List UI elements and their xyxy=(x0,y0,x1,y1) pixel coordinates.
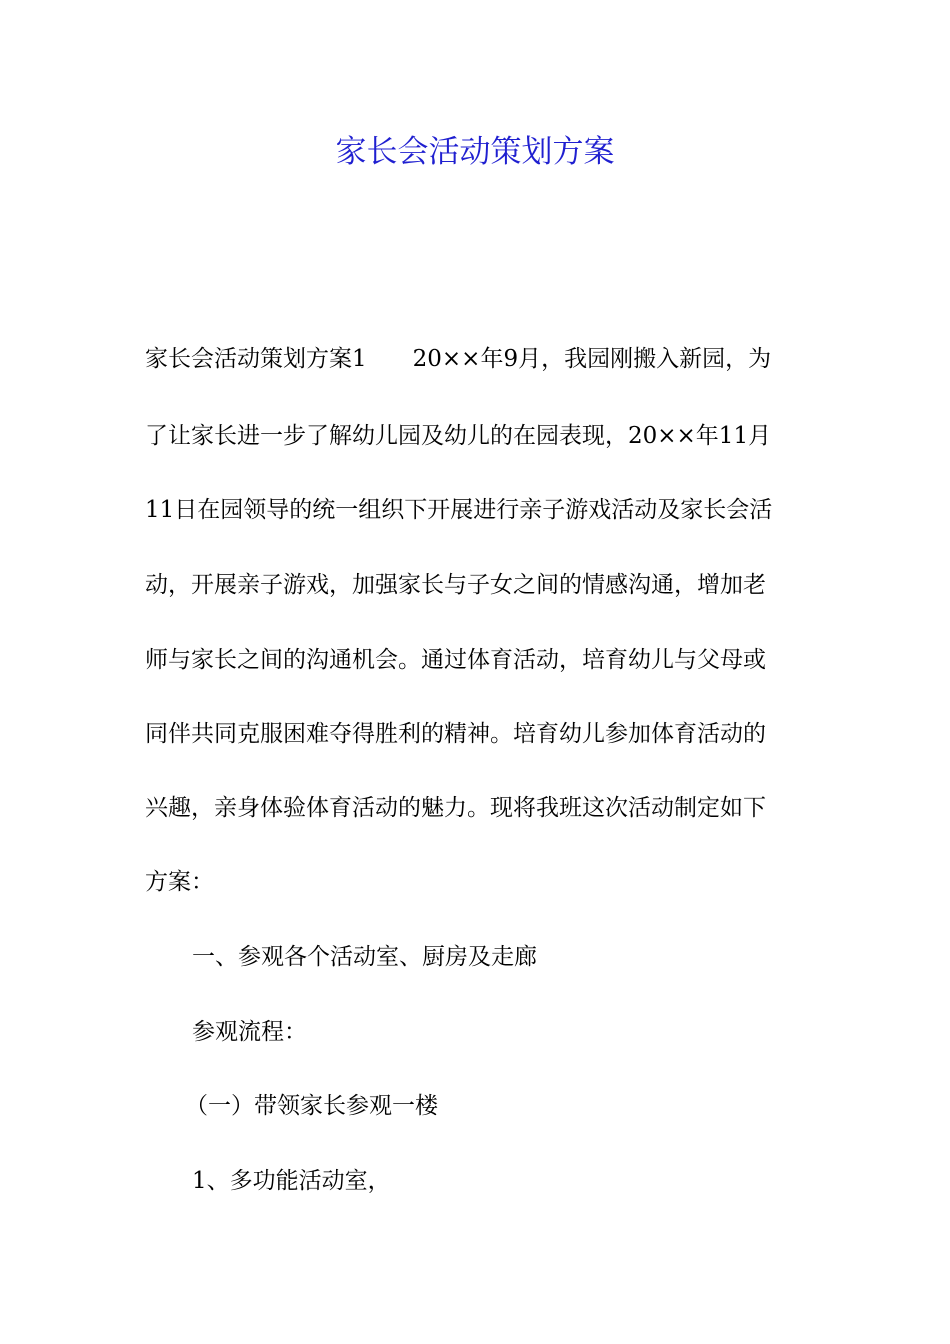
subsection-heading: （一）带领家长参观一楼 xyxy=(185,1093,438,1119)
section-heading: 一、参观各个活动室、厨房及走廊 xyxy=(192,944,537,970)
list-item: 1、多功能活动室， xyxy=(192,1168,391,1194)
paragraph-line: 家长会活动策划方案1 20××年9月，我园刚搬入新园，为 xyxy=(145,346,772,372)
paragraph-line: 同伴共同克服困难夺得胜利的精神。培育幼儿参加体育活动的 xyxy=(145,721,766,747)
paragraph-line: 动，开展亲子游戏，加强家长与子女之间的情感沟通，增加老 xyxy=(145,572,766,598)
paragraph-line: 师与家长之间的沟通机会。通过体育活动，培育幼儿与父母或 xyxy=(145,647,766,673)
paragraph-line: 兴趣，亲身体验体育活动的魅力。现将我班这次活动制定如下 xyxy=(145,795,766,821)
paragraph-line: 方案： xyxy=(145,869,214,895)
document-title: 家长会活动策划方案 xyxy=(335,134,615,170)
process-subheading: 参观流程： xyxy=(192,1019,307,1045)
paragraph-line: 了让家长进一步了解幼儿园及幼儿的在园表现，20××年11月 xyxy=(145,423,772,449)
paragraph-line: 11日在园领导的统一组织下开展进行亲子游戏活动及家长会活 xyxy=(145,497,773,523)
